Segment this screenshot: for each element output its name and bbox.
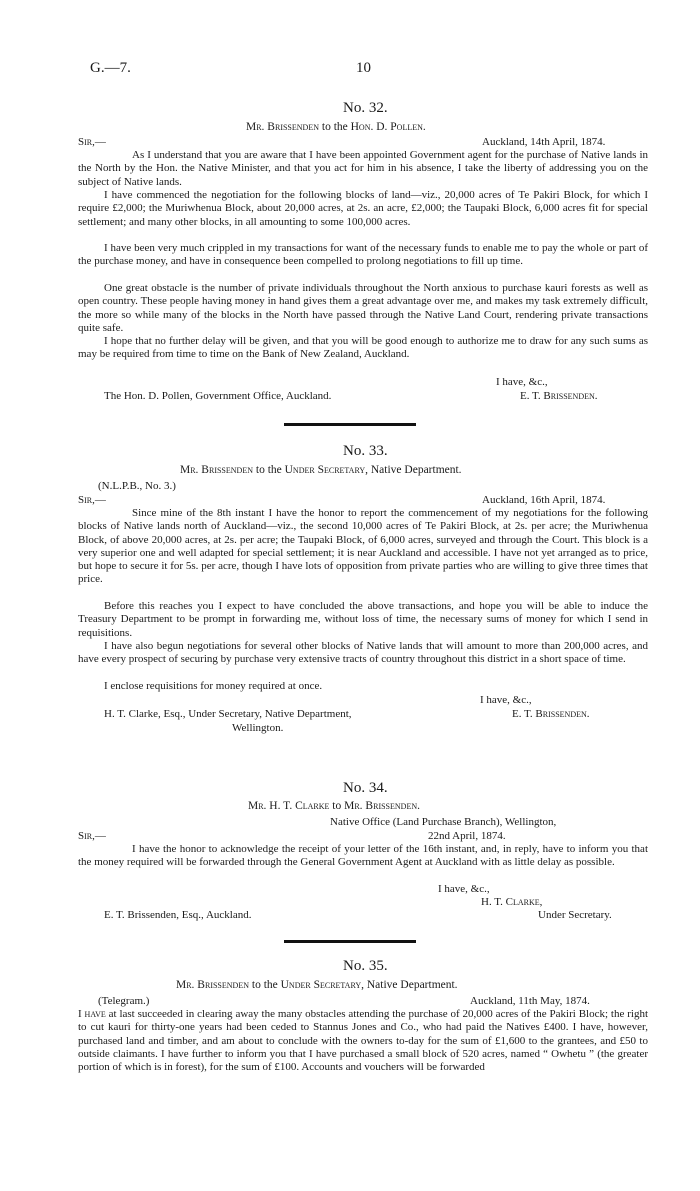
connector: to the — [255, 464, 282, 476]
place-date: Auckland, 16th April, 1874. — [482, 494, 606, 506]
paragraph: I hope that no further delay will be given, and that you will be good enough to authorize me to draw for any such sums as may be required from time to time on the Bank of New Zealand, Auckland. — [78, 335, 648, 361]
paragraph: One great obstacle is the number of private individuals throughout the North anxious to purchase kauri forests as well as open country. These people having money in hand gives them a great advantage over me, and makes my task extremely difficult, the more so while many of the blocks in the North have passed through the Native Land Court, rendering private transactions quite safe. — [78, 282, 648, 334]
signature: E. T. Brissenden. — [512, 708, 590, 720]
addressee-city: Wellington. — [232, 722, 284, 734]
sender: Mr. H. T. Clarke — [248, 800, 330, 812]
salutation: Sir,— — [78, 494, 106, 506]
connector: to the — [251, 979, 278, 991]
section-divider — [284, 423, 416, 426]
letter-title — [176, 979, 458, 991]
closing: I have, &c., — [480, 694, 532, 706]
addressee: H. T. Clarke, Esq., Under Secretary, Native Department, — [104, 708, 352, 720]
sender: Mr. Brissenden — [176, 979, 249, 991]
document-code: G.—7. — [90, 60, 131, 76]
paragraph: I have also begun negotiations for several other blocks of Native lands that will amount to more than 200,000 acres, and have every prospect of securing by purchase very extensive tracts of country throughout this district in a short space of time. — [78, 640, 648, 666]
lead-word: I have — [78, 1008, 106, 1020]
paragraph: at last succeeded in clearing away the many obstacles attending the purchase of 20,000 acres of the Pakiri Block; the right to cut kauri for thirty-one years had been ceded to Stannus Jones and Co., who had paid the Natives £400. I have, however, purchased land and timber, and am about to conclude with the owners to-day for the sum of £1,600 to the grantees, and £50 to outside claimants. I have further to inform you that I have purchased a small block of 520 acres, named “ Owhetu ” (the greater portion of which is in forest), for the sum of £100. Accounts and vouchers will be forwarded — [78, 1008, 649, 1074]
connector: to the — [321, 121, 348, 133]
closing: I have, &c., — [438, 883, 490, 895]
letter-number: No. 35. — [343, 958, 388, 974]
paragraph: Since mine of the 8th instant I have the honor to report the commencement of my negotiations for the following blocks of Native lands north of Auckland—viz., the second 10,000 acres of Te Pakiri Block, at 2s. per acre; the Muriwhenua Block, of above 20,000 acres, at 2s. per acre; the Taupaki Block, of 6,000 acres, surveyed and through the Court. This block is a very superior one and well adapted for special settlement; it is near Auckland and accessible. I have not yet arranged as to price, but hope to secure it for 5s. per acre, though I have lots of opposition from private parties who are willing to give three times that price. — [78, 507, 648, 586]
addressee: E. T. Brissenden, Esq., Auckland. — [104, 909, 252, 921]
place-date: Auckland, 14th April, 1874. — [482, 136, 606, 148]
paragraph: Before this reaches you I expect to have concluded the above transactions, and hope you will be able to induce the Treasury Department to be prompt in forwarding me, without loss of time, the necessary sums of money for which I send in requisitions. — [78, 600, 648, 639]
addressee: The Hon. D. Pollen, Government Office, Auckland. — [104, 390, 332, 402]
paragraph: I have commenced the negotiation for the following blocks of land—viz., 20,000 acres of Te Pakiri Block, for which I require £2,000; the Muriwhenua Block, about 20,000 acres, at 2s. an acre, £2,000; the Taupaki Block, 6,000 acres fit for special settlement; and many other blocks, in all amounting to some 100,000 acres. — [78, 189, 648, 228]
recipient: Under Secretary, — [280, 979, 364, 991]
connector: to — [332, 800, 342, 812]
page-number: 10 — [356, 60, 371, 76]
letter-title — [248, 800, 420, 812]
paragraph: As I understand that you are aware that I have been appointed Government agent for the purchase of Native lands in the North by the Hon. the Native Minister, and that you act for him in his absence, I take the liberty of addressing you on the subject of Native lands. — [78, 149, 648, 188]
reference: (Telegram.) — [98, 995, 150, 1007]
office: Native Office (Land Purchase Branch), Wellington, — [330, 816, 557, 828]
department: Native Department. — [366, 979, 458, 991]
section-divider — [284, 940, 416, 943]
paragraph: I enclose requisitions for money required at once. — [104, 680, 323, 692]
letter-number: No. 33. — [343, 443, 388, 459]
closing: I have, &c., — [496, 376, 548, 388]
reference: (N.L.P.B., No. 3.) — [98, 480, 176, 492]
signature: H. T. Clarke, — [481, 896, 543, 908]
recipient: Mr. Brissenden. — [344, 800, 420, 812]
place-date: Auckland, 11th May, 1874. — [470, 995, 590, 1007]
salutation: Sir,— — [78, 830, 106, 842]
letter-title — [246, 121, 426, 133]
recipient: Hon. D. Pollen. — [350, 121, 426, 133]
sender: Mr. Brissenden — [246, 121, 319, 133]
date: 22nd April, 1874. — [428, 830, 506, 842]
letter-title — [180, 464, 462, 476]
department: Native Department. — [370, 464, 462, 476]
salutation: Sir,— — [78, 136, 106, 148]
sender: Mr. Brissenden — [180, 464, 253, 476]
paragraph: I have the honor to acknowledge the receipt of your letter of the 16th instant, and, in reply, have to inform you that the money required will be forwarded through the General Government Agent at Auckland with as little delay as possible. — [78, 843, 648, 869]
letter-number: No. 34. — [343, 780, 388, 796]
telegram-body — [78, 1008, 648, 1074]
signature-title: Under Secretary. — [538, 909, 612, 921]
signature: E. T. Brissenden. — [520, 390, 598, 402]
paragraph: I have been very much crippled in my transactions for want of the necessary funds to enable me to pay the whole or part of the purchase money, and have in consequence been compelled to prolong negotiations to fill up time. — [78, 242, 648, 268]
recipient: Under Secretary, — [284, 464, 368, 476]
letter-number: No. 32. — [343, 100, 388, 116]
